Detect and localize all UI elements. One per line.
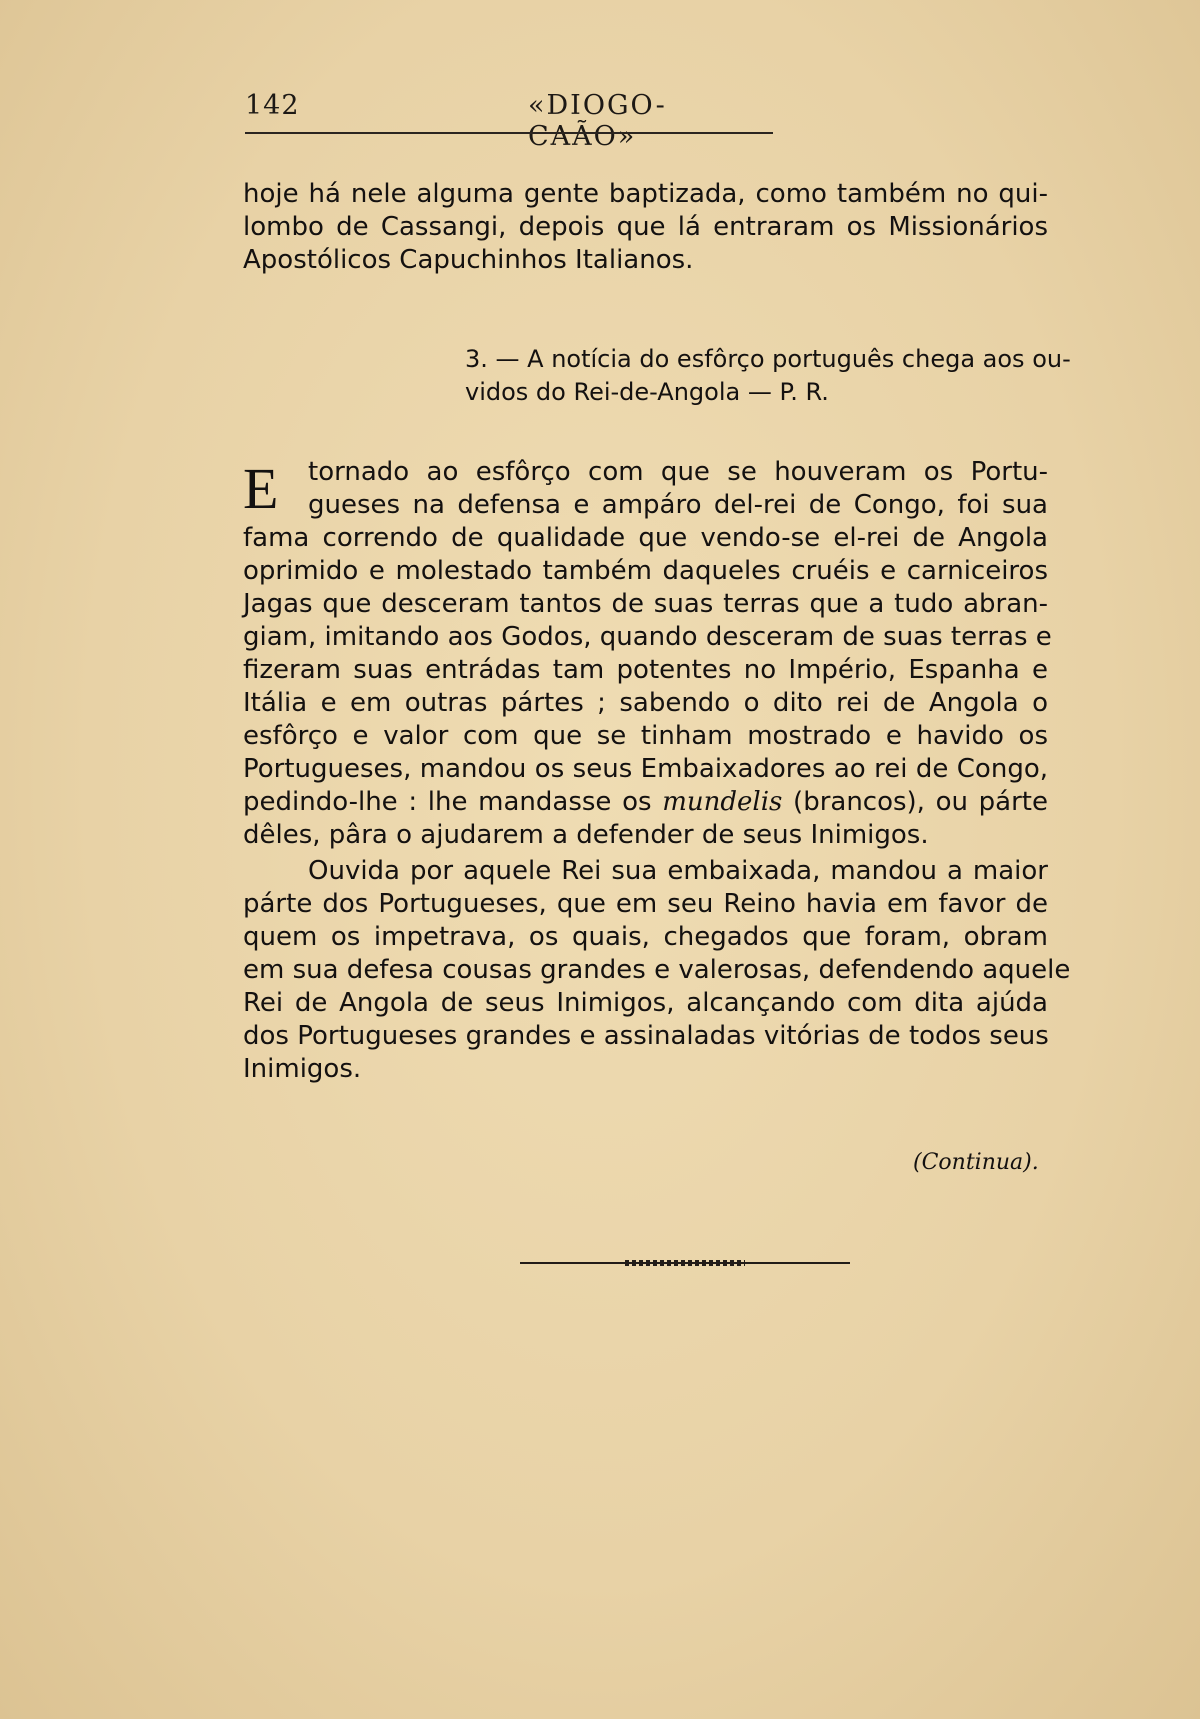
text-line: gueses na defensa e ampáro del-rei de Congo, foi sua bbox=[308, 490, 1048, 520]
heading-line: vidos do Rei-de-Angola — P. R. bbox=[465, 378, 829, 406]
section-heading bbox=[465, 343, 1071, 409]
text-line: giam, imitando aos Godos, quando desceram de suas terras e bbox=[243, 622, 1052, 652]
text-line: dos Portugueses grandes e assinaladas vitórias de todos seus bbox=[243, 1021, 1049, 1051]
ornament-divider bbox=[520, 1260, 850, 1266]
journal-title: «DIOGO-CAÃO» bbox=[528, 90, 667, 152]
text-line: tornado ao esfôrço com que se houveram os Portu- bbox=[308, 457, 1048, 487]
page-header bbox=[245, 88, 775, 152]
text-line: lombo de Cassangi, depois que lá entraram os Missionários bbox=[243, 212, 1048, 242]
text-line: quem os impetrava, os quais, chegados que foram, obram bbox=[243, 922, 1048, 952]
text-segment: (brancos), ou párte bbox=[793, 787, 1048, 817]
text-segment: pedindo-lhe : lhe mandasse os bbox=[243, 787, 652, 817]
text-line: em sua defesa cousas grandes e valerosas, defendendo aquele bbox=[243, 955, 1071, 985]
text-line: esfôrço e valor com que se tinham mostrado e havido os bbox=[243, 721, 1048, 751]
text-line: Apostólicos Capuchinhos Italianos. bbox=[243, 245, 694, 275]
text-line: dêles, pâra o ajudarem a defender de seus Inimigos. bbox=[243, 820, 929, 850]
text-line: Jagas que desceram tantos de suas terras que a tudo abran- bbox=[243, 589, 1048, 619]
text-line: Itália e em outras pártes ; sabendo o dito rei de Angola o bbox=[243, 688, 1048, 718]
text-line: párte dos Portugueses, que em seu Reino havia em favor de bbox=[243, 889, 1048, 919]
drop-cap: E bbox=[243, 456, 279, 521]
text-line-mixed bbox=[243, 786, 1048, 819]
text-line: fama correndo de qualidade que vendo-se el-rei de Angola bbox=[243, 523, 1048, 553]
text-line: Rei de Angola de seus Inimigos, alcançando com dita ajúda bbox=[243, 988, 1048, 1018]
italic-word: mundelis bbox=[662, 787, 783, 817]
paragraph-3 bbox=[243, 855, 1071, 1086]
text-line: fizeram suas entrádas tam potentes no Império, Espanha e bbox=[243, 655, 1048, 685]
text-line: oprimido e molestado também daqueles cruéis e carniceiros bbox=[243, 556, 1048, 586]
page-number: 142 bbox=[245, 90, 300, 121]
text-line: Inimigos. bbox=[243, 1054, 362, 1084]
text-line: Ouvida por aquele Rei sua embaixada, mandou a maior bbox=[308, 856, 1048, 886]
header-rule bbox=[245, 132, 773, 134]
continua-note: (Continua). bbox=[913, 1150, 1039, 1175]
paragraph-2 bbox=[243, 456, 1052, 852]
text-line: Portugueses, mandou os seus Embaixadores ao rei de Congo, bbox=[243, 754, 1048, 784]
ornament-center bbox=[625, 1260, 745, 1266]
text-line: hoje há nele alguma gente baptizada, como também no qui- bbox=[243, 179, 1048, 209]
heading-line: 3. — A notícia do esfôrço português chega aos ou- bbox=[465, 345, 1071, 373]
paragraph-1 bbox=[243, 178, 1048, 277]
